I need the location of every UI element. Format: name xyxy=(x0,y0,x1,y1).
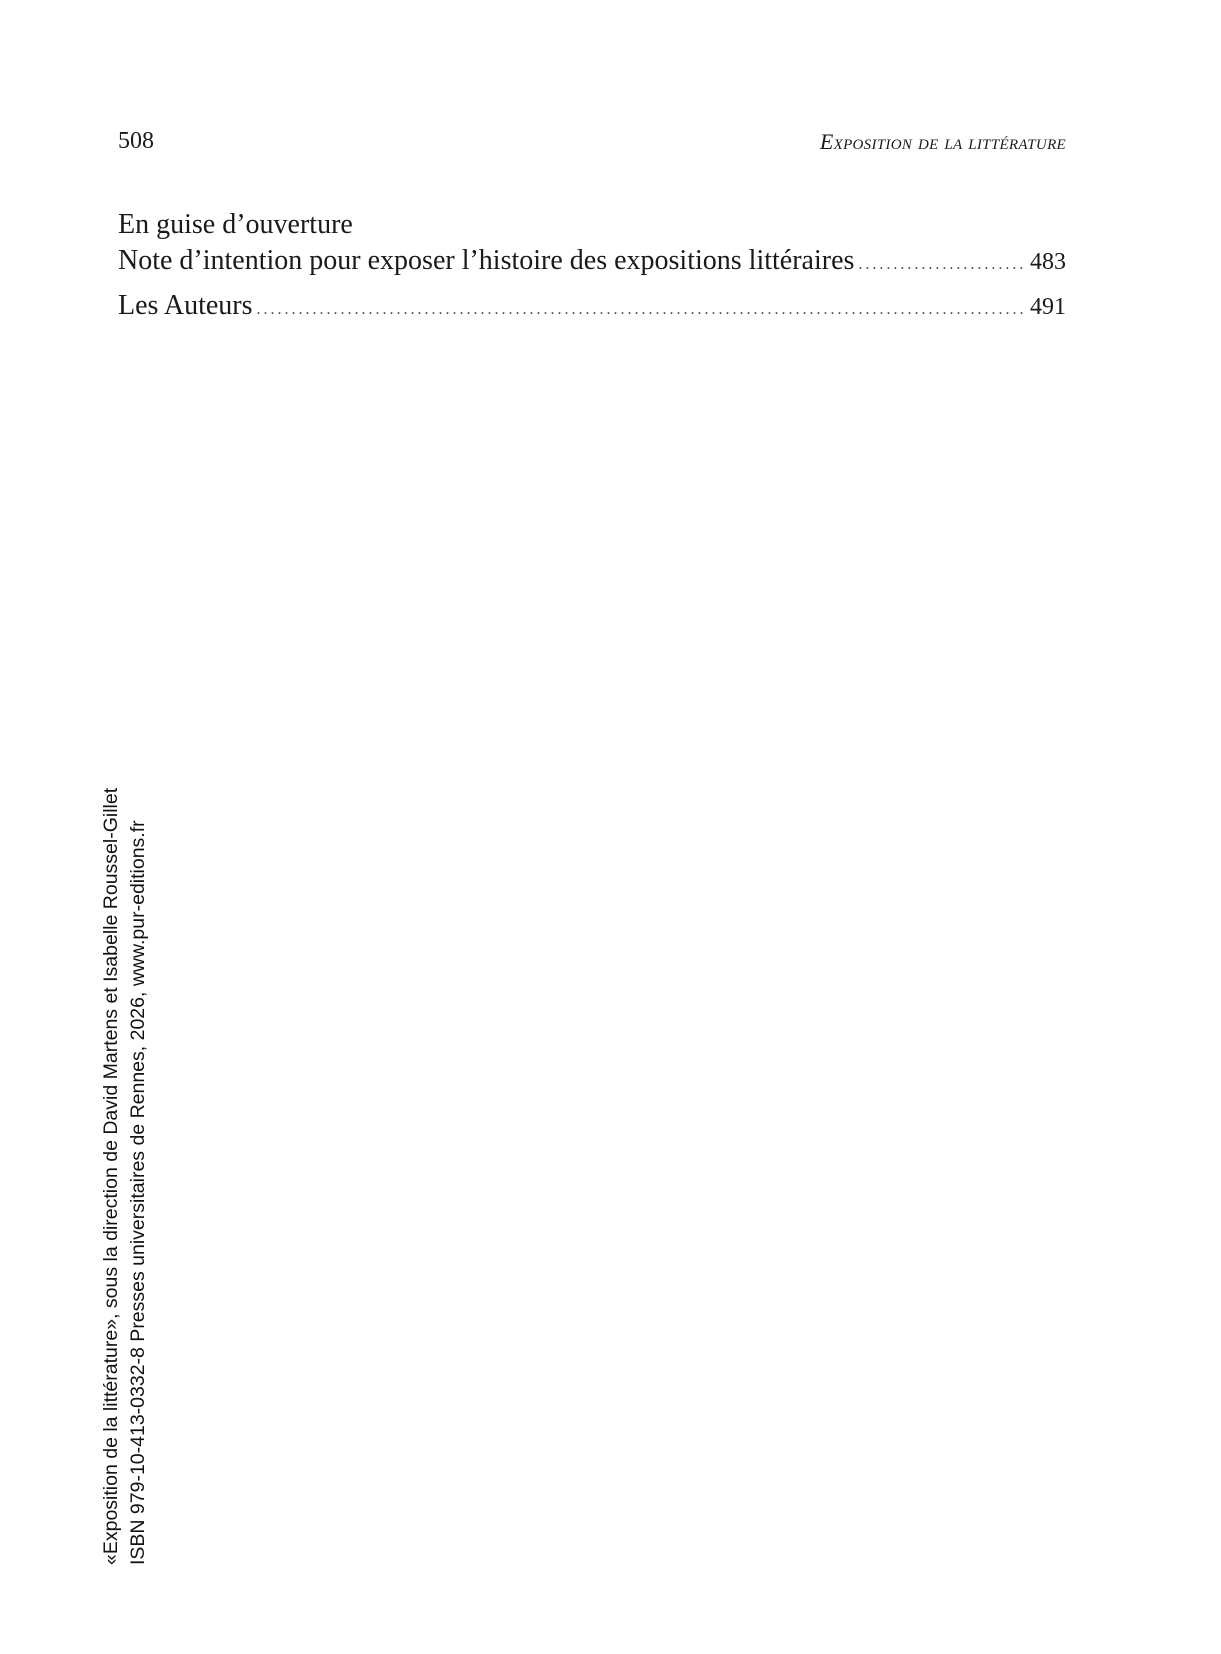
toc-dot-leader xyxy=(858,247,1024,283)
toc-entry-page: 483 xyxy=(1030,249,1066,275)
running-head-title: Exposition de la littérature xyxy=(819,129,1066,154)
running-head xyxy=(118,126,1066,162)
side-credit-note xyxy=(98,705,152,1565)
toc-dot-leader xyxy=(257,292,1024,328)
page-number: 508 xyxy=(118,128,154,154)
toc-section-title: En guise d’ouverture xyxy=(118,209,353,240)
toc-entry xyxy=(118,243,1066,279)
table-of-contents xyxy=(118,207,1066,324)
side-credit-line: ISBN 979-10-413-0332-8 Presses universitaires de Rennes, 2026, www.pur-editions.fr xyxy=(127,820,149,1565)
toc-entry-label: Les Auteurs xyxy=(118,290,253,321)
toc-entry-page: 491 xyxy=(1030,294,1066,320)
toc-entry-label: Note d’intention pour exposer l’histoire des expositions littéraires xyxy=(118,245,855,276)
side-credit-line: «Exposition de la littérature», sous la direction de David Martens et Isabelle Roussel-Gillet xyxy=(100,787,122,1565)
toc-entry xyxy=(118,288,1066,324)
